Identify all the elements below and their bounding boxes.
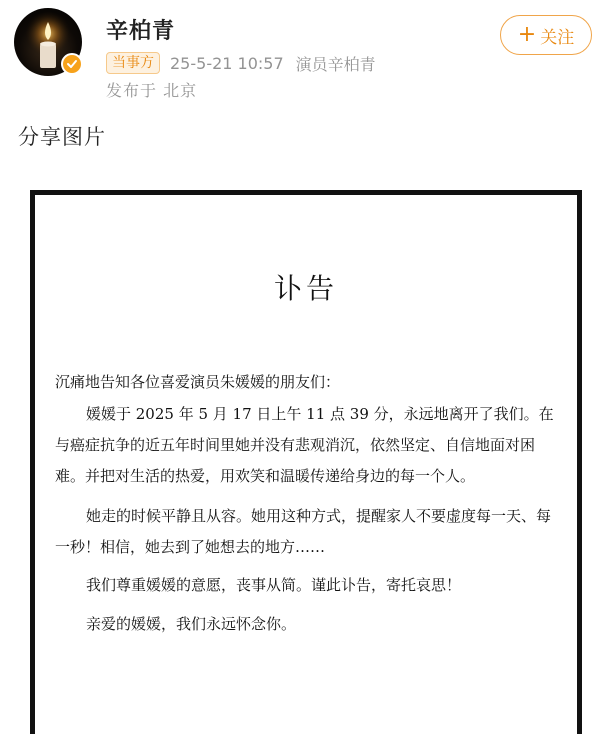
post-location: 发布于 北京 bbox=[106, 81, 198, 100]
post-source: 演员辛柏青 bbox=[295, 54, 376, 74]
verified-badge-icon bbox=[65, 57, 79, 71]
obituary-image[interactable] bbox=[30, 190, 582, 734]
verified-badge bbox=[61, 53, 83, 75]
plus-icon: + bbox=[517, 22, 537, 47]
username[interactable]: 辛柏青 bbox=[106, 19, 176, 44]
post-meta bbox=[106, 50, 376, 76]
post-text: 分享图片 bbox=[18, 125, 106, 149]
post-time: 25-5-21 10:57 bbox=[170, 53, 284, 73]
post-header bbox=[0, 0, 610, 110]
notice-paragraph: 她走的时候平静且从容。她用这种方式，提醒家人不要虚度每一天、每一秒！相信，她去到了她想去的地方…… bbox=[55, 507, 552, 556]
notice-salutation: 沉痛地告知各位喜爱演员朱媛媛的朋友们： bbox=[55, 373, 341, 391]
notice-paragraph: 媛媛于 2025 年 5 月 17 日上午 11 点 39 分，永远地离开了我们。在与癌症抗争的近五年时间里她并没有悲观消沉，依然坚定、自信地面对困难。并把对生活的热爱，用欢笑和温暖传递给身边的每一个人。 bbox=[55, 405, 554, 485]
follow-label: 关注 bbox=[540, 27, 575, 48]
notice-paragraph: 亲爱的媛媛，我们永远怀念你。 bbox=[86, 615, 297, 633]
party-badge: 当事方 bbox=[106, 52, 160, 74]
notice-title: 讣告 bbox=[273, 272, 338, 305]
notice-paragraph: 我们尊重媛媛的意愿，丧事从简。谨此讣告，寄托哀思！ bbox=[86, 576, 462, 594]
follow-button[interactable] bbox=[500, 15, 592, 55]
